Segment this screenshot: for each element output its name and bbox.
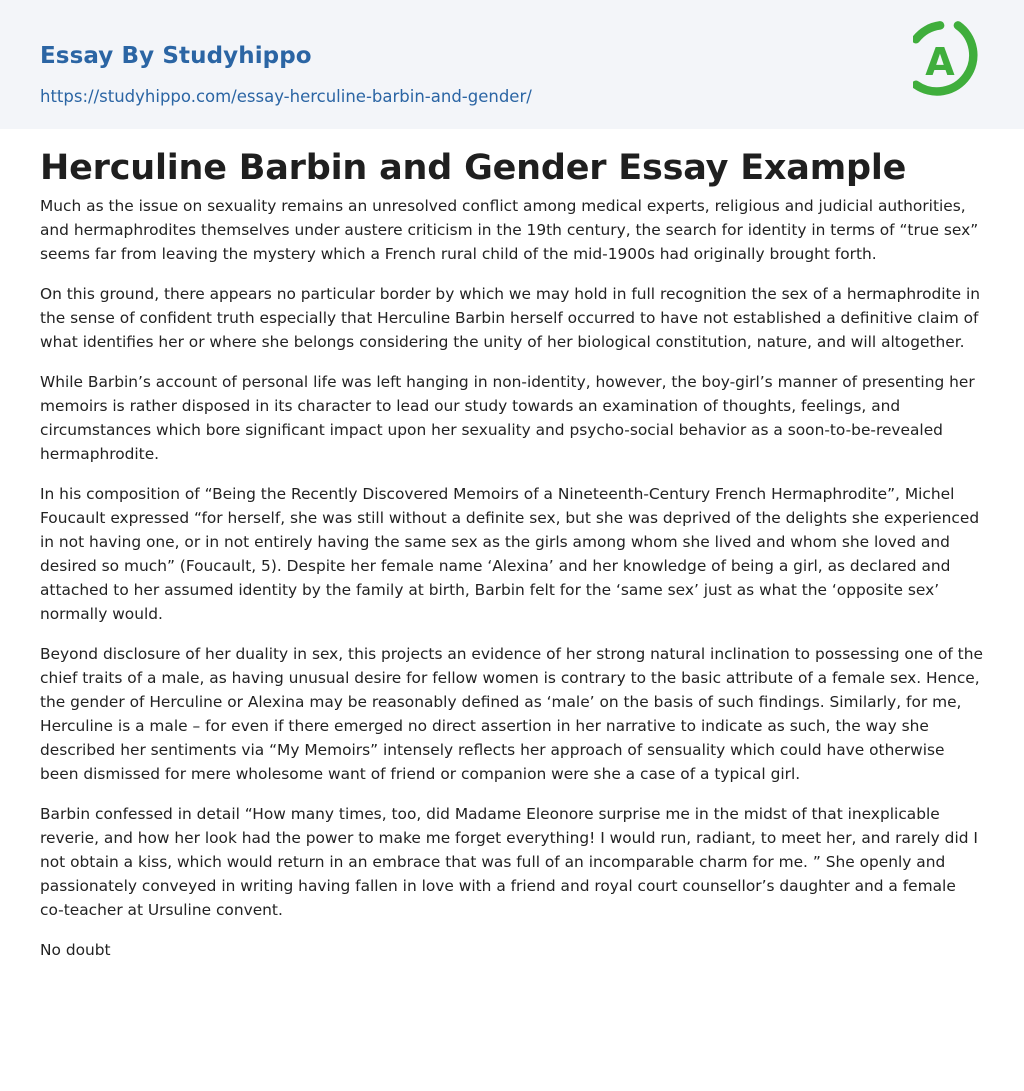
essay-url-link[interactable]: https://studyhippo.com/essay-herculine-barbin-and-gender/ [40, 87, 532, 106]
studyhippo-logo-icon[interactable] [913, 19, 985, 105]
site-brand[interactable]: Essay By Studyhippo [40, 43, 312, 69]
essay-paragraph: Much as the issue on sexuality remains an unresolved conflict among medical experts, religious and judicial authorities, and hermaphrodites themselves under austere criticism in the 19th century, the search for identity in terms of “true sex” seems far from leaving the mystery which a French rural child of the mid-1900s had originally brought forth. [40, 197, 979, 263]
essay-paragraph: On this ground, there appears no particular border by which we may hold in full recognition the sex of a hermaphrodite in the sense of confident truth especially that Herculine Barbin herself occurred to have not established a definitive claim of what identifies her or where she belongs considering the unity of her biological constitution, nature, and will altogether. [40, 285, 980, 351]
essay-paragraph: No doubt [40, 941, 111, 959]
logo-letter: A [925, 40, 955, 84]
essay-paragraph: While Barbin’s account of personal life was left hanging in non-identity, however, the boy-girl’s manner of presenting her memoirs is rather disposed in its character to lead our study towards an examination of thoughts, feelings, and circumstances which bore significant impact upon her sexuality and psycho-social behavior as a soon-to-be-revealed hermaphrodite. [40, 373, 975, 463]
essay-paragraph: Barbin confessed in detail “How many times, too, did Madame Eleonore surprise me in the midst of that inexplicable reverie, and how her look had the power to make me forget everything! I would run, radiant, to meet her, and rarely did I not obtain a kiss, which would return in an embrace that was full of an incomparable charm for me. ” She openly and passionately conveyed in writing having fallen in love with a friend and royal court counsellor’s daughter and a female co-teacher at Ursuline convent. [40, 805, 978, 919]
essay-body [40, 194, 984, 978]
site-header [0, 0, 1024, 129]
page-title: Herculine Barbin and Gender Essay Example [40, 148, 907, 188]
essay-paragraph: In his composition of “Being the Recently Discovered Memoirs of a Nineteenth-Century French Hermaphrodite”, Michel Foucault expressed “for herself, she was still without a definite sex, but she was deprived of the delights she experienced in not having one, or in not entirely having the same sex as the girls among whom she lived and whom she loved and desired so much” (Foucault, 5). Despite her female name ‘Alexina’ and her knowledge of being a girl, as declared and attached to her assumed identity by the family at birth, Barbin felt for the ‘same sex’ just as what the ‘opposite sex’ normally would. [40, 485, 980, 623]
essay-paragraph: Beyond disclosure of her duality in sex, this projects an evidence of her strong natural inclination to possessing one of the chief traits of a male, as having unusual desire for fellow women is contrary to the basic attribute of a female sex. Hence, the gender of Herculine or Alexina may be reasonably defined as ‘male’ on the basis of such findings. Similarly, for me, Herculine is a male – for even if there emerged no direct assertion in her narrative to indicate as such, the way she described her sentiments via “My Memoirs” intensely reflects her approach of sensuality which could have otherwise been dismissed for mere wholesome want of friend or companion were she a case of a typical girl. [40, 645, 983, 783]
